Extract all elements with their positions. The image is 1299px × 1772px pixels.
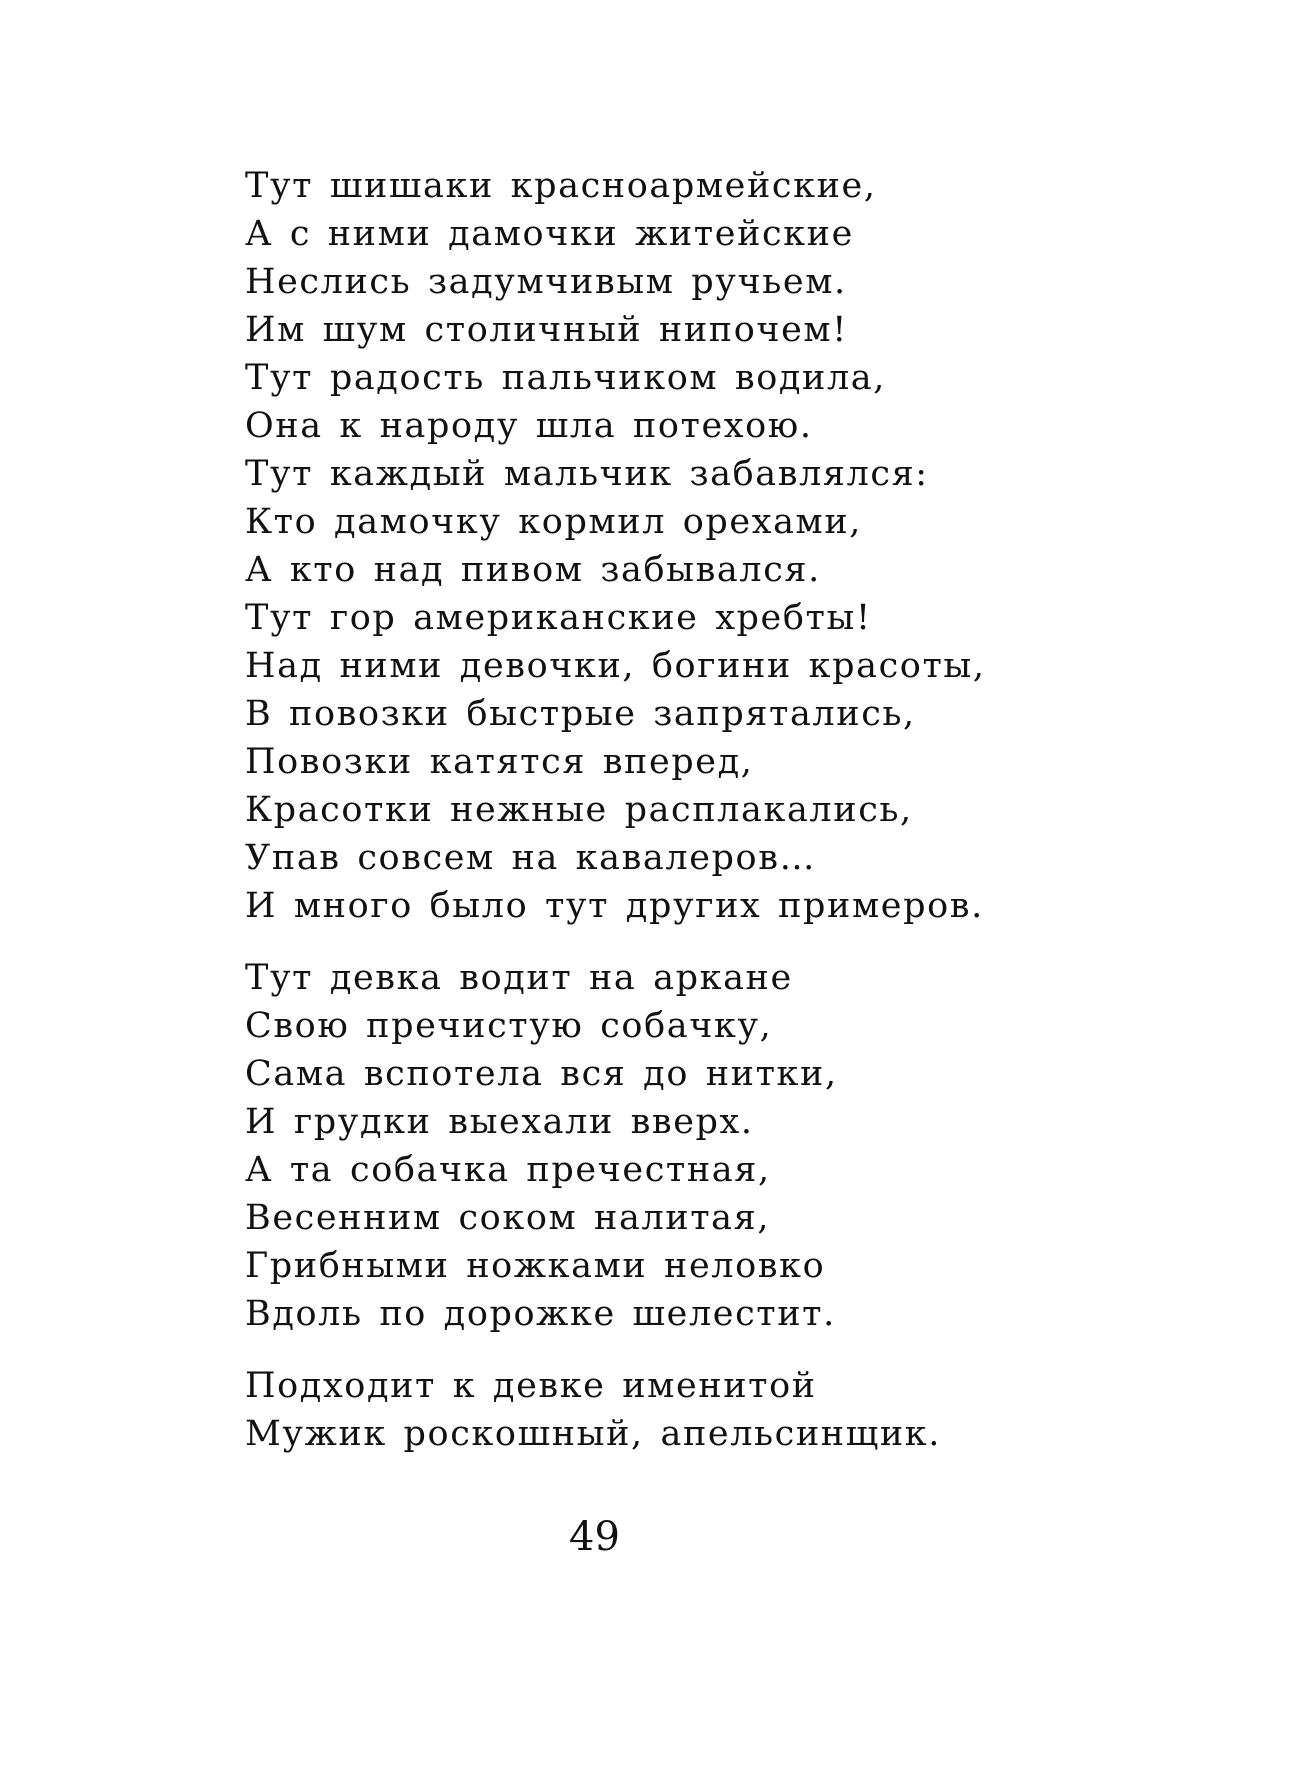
poem-line: Тут девка водит на аркане (245, 958, 793, 998)
poem-line: Им шум столичный нипочем! (245, 310, 848, 350)
poem-line: А кто над пивом забывался. (245, 550, 821, 590)
stanza-2 (245, 954, 1245, 1338)
poem-line: Весенним соком налитая, (245, 1198, 771, 1238)
poem-line: Красотки нежные расплакались, (245, 790, 913, 830)
poem-line: Кто дамочку кормил орехами, (245, 502, 863, 542)
page-number: 49 (569, 1514, 620, 1560)
poem-line: Тут шишаки красноармейские, (245, 166, 877, 206)
poem-line: Неслись задумчивым ручьем. (245, 262, 847, 302)
poem-line: Тут каждый мальчик забавлялся: (245, 454, 929, 494)
poem-line: Тут радость пальчиком водила, (245, 358, 886, 398)
poem-line: Тут гор американские хребты! (245, 598, 872, 638)
poem-line: Упав совсем на кавалеров… (245, 838, 817, 878)
poem-text (245, 162, 1245, 1458)
poem-line: Она к народу шла потехою. (245, 406, 813, 446)
poem-line: Сама вспотела вся до нитки, (245, 1054, 838, 1094)
poem-line: Вдоль по дорожке шелестит. (245, 1294, 836, 1334)
stanza-1 (245, 162, 1245, 930)
poem-line: И грудки выехали вверх. (245, 1102, 754, 1142)
poem-line: Повозки катятся вперед, (245, 742, 754, 782)
stanza-3 (245, 1362, 1245, 1458)
poem-line: И много было тут других примеров. (245, 886, 984, 926)
poem-line: Над ними девочки, богини красоты, (245, 646, 986, 686)
poem-line: Мужик роскошный, апельсинщик. (245, 1414, 942, 1454)
poem-line: А с ними дамочки житейские (245, 214, 854, 254)
poem-line: Грибными ножками неловко (245, 1246, 826, 1286)
poem-line: В повозки быстрые запрятались, (245, 694, 916, 734)
poem-line: А та собачка пречестная, (245, 1150, 771, 1190)
poem-line: Подходит к девке именитой (245, 1366, 817, 1406)
poem-line: Свою пречистую собачку, (245, 1006, 773, 1046)
